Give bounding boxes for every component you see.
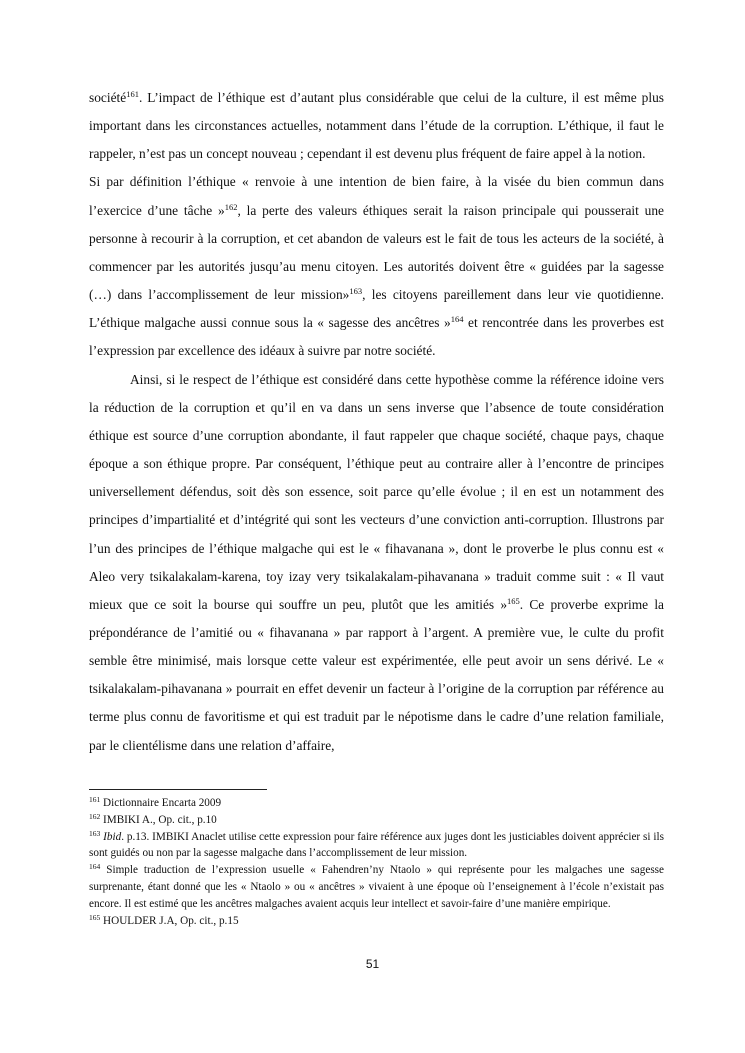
footnote: $^{161}$ Dictionnaire Encarta 2009 (89, 795, 222, 809)
footnotes (89, 795, 664, 929)
body-text (89, 84, 664, 760)
page-number: 51 (365, 957, 380, 971)
footnote: $^{163}$ Ibid. p.13. IMBIKI Anaclet utilise cette expression pour faire référence aux juges dont les justiciables doivent apprécier si ils sont guidés ou non par la sagesse malgache dans l’accomplissement de leur mission. (89, 828, 664, 860)
footnote: $^{164}$ Simple traduction de l’expression usuelle « Fahendren’ny Ntaolo » qui représente pour les malgaches une sagesse surprenante, étant donné que les « Ntaolo » ou « ancêtres » vivaient à une époque où l’enseignement à l’école n’existait pas encore. Il est estimé que les ancêtres malgaches avaient acquis leur intellect et savoir-faire d’une manière empirique. (89, 862, 664, 910)
footnote-ref-165[interactable]: 165 (507, 595, 520, 606)
footnote-separator (89, 789, 267, 790)
footnote-ref-162[interactable]: 162 (224, 201, 238, 212)
footnote-ref-163[interactable]: 163 (349, 286, 363, 297)
paragraph-3: Ainsi, si le respect de l’éthique est considéré dans cette hypothèse comme la référence idoine vers la réduction de la corruption et qu’il en va dans un sens inverse que l’absence de toute considération éthique est source d’une corruption abondante, il faut rappeler que chaque société, chaque pays, chaque époque a son éthique propre. Par conséquent, l’éthique peut au contraire aller à l’encontre de principes universellement défendus, soit dès son essence, soit parce qu’elle évolue ; il en est un notamment des principes d’impartialité et d’intégrité qui sont les vecteurs d’une conviction anti-corruption. Illustrons par l’un des principes de l’éthique malgache qui est le « fihavanana », dont le proverbe le plus connu est « Aleo very tsikalakalam-karena, toy izay very tsikalakalam-pihavanana » traduit comme suit : « Il vaut mieux que ce soit la bourse qui souffre un peu, plutôt que les amitiés »$^{165}$. Ce proverbe exprime la prépondérance de l’amitié ou « fihavanana » par rapport à l’argent. A première vue, le culte du profit semble être minimisé, mais lorsque cette valeur est expérimentée, elle peut avoir un sens dérivé. Le « tsikalakalam-pihavanana » pourrait en effet devenir un facteur à l’origine de la corruption par référence au terme plus connu de favoritisme et qui est traduit par le népotisme dans le cadre d’une relation familiale, par le clientélisme dans une relation d’affaire, (89, 371, 664, 753)
paragraph-1: société$^{161}$. L’impact de l’éthique est d’autant plus considérable que celui de la culture, il est même plus important dans les circonstances actuelles, notamment dans l’étude de la corruption. L’éthique, il faut le rappeler, n’est pas un concept nouveau ; cependant il est devenu plus fréquent de faire appel à la notion. (89, 89, 664, 162)
footnote-ref-164[interactable]: 164 (450, 314, 464, 325)
footnote: $^{162}$ IMBIKI A., Op. cit., p.10 (89, 811, 217, 826)
paragraph-2: Si par définition l’éthique « renvoie à une intention de bien faire, à la visée du bien commun dans l’exercice d’une tâche »$^{162}$, la perte des valeurs éthiques serait la raison principale qui pousserait une personne à recourir à la corruption, et cet abandon de valeurs est le fait de tous les acteurs de la société, à commencer par les autorités jusqu’au menu citoyen. Les autorités doivent être « guidées par la sagesse (…) dans l’accomplissement de leur mission»$^{163}$, les citoyens pareillement dans leur vie quotidienne. L’éthique malgache aussi connue sous la « sagesse des ancêtres »$^{164}$ et rencontrée dans les proverbes est l’expression par excellence des idéaux à suivre par notre société. (89, 174, 665, 359)
footnote-ref-161[interactable]: 161 (126, 89, 139, 99)
footnote: $^{165}$ HOULDER J.A, Op. cit., p.15 (89, 912, 239, 927)
